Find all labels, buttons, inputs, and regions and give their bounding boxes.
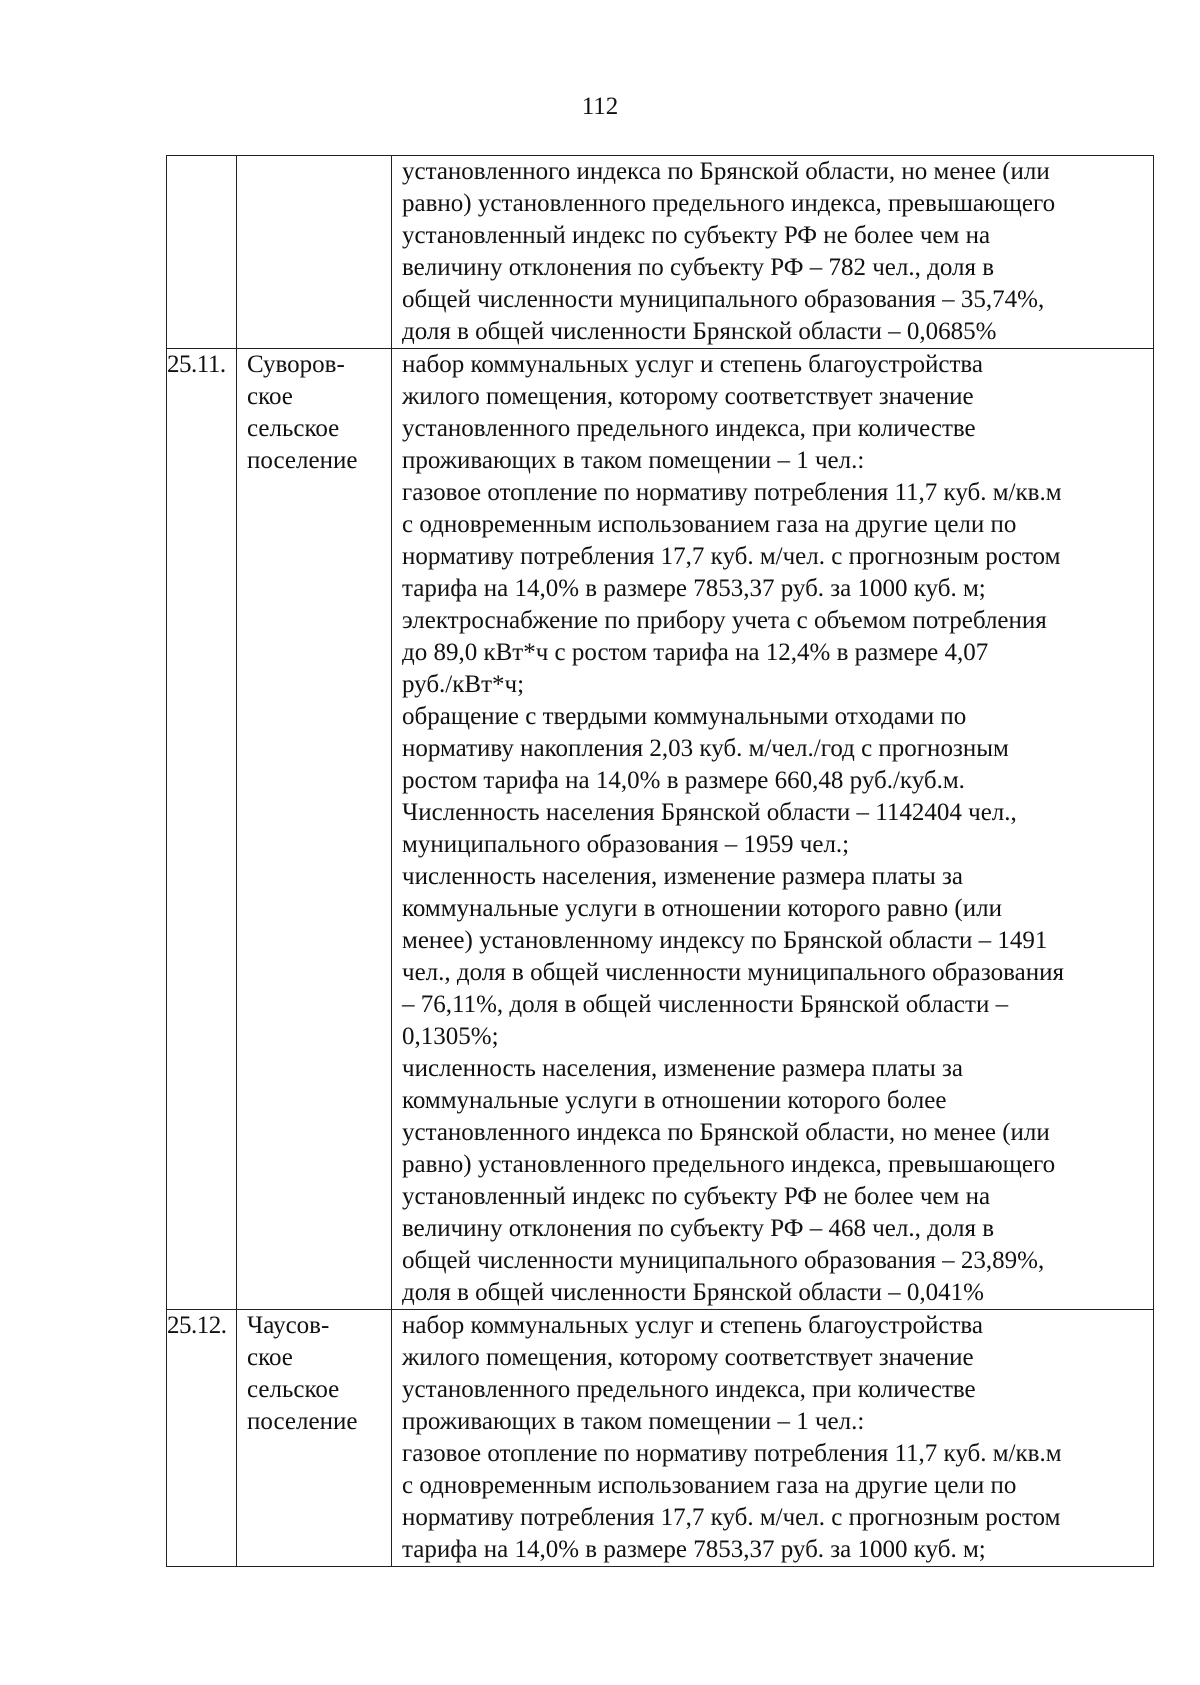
description-line: – 76,11%, доля в общей численности Брянской области – — [402, 991, 1009, 1018]
settlement-name-line: Суворов- — [247, 351, 345, 378]
description-line: с одновременным использованием газа на другие цели по — [402, 511, 1017, 538]
settlement-name-line: ское — [247, 383, 293, 410]
settlement-name-line: Чаусов- — [247, 1312, 330, 1339]
description-line: величину отклонения по субъекту РФ – 782 чел., доля в — [402, 254, 995, 281]
description-line: величину отклонения по субъекту РФ – 468 чел., доля в — [402, 1215, 995, 1242]
settlement-name-cell — [237, 349, 392, 1310]
description-line: численность населения, изменение размера платы за — [402, 1055, 963, 1082]
description-line: установленного индекса по Брянской области, но менее (или — [402, 1119, 1050, 1146]
description-line: до 89,0 кВт*ч с ростом тарифа на 12,4% в размере 4,07 — [402, 639, 989, 666]
description-line: Численность населения Брянской области – 1142404 чел., — [402, 799, 1017, 826]
description-line: жилого помещения, которому соответствует значение — [402, 383, 974, 410]
row-number-cell: 25.12. — [167, 1310, 237, 1567]
description-line: с одновременным использованием газа на другие цели по — [402, 1472, 1017, 1499]
description-line: установленный индекс по субъекту РФ не более чем на — [402, 1183, 991, 1210]
description-line: нормативу потребления 17,7 куб. м/чел. с прогнозным ростом — [402, 543, 1061, 570]
settlement-name-line: сельское — [247, 415, 340, 442]
table-row — [167, 156, 1154, 349]
description-line: равно) установленного предельного индекса, превышающего — [402, 1151, 1056, 1178]
description-cell — [392, 156, 1154, 349]
description-line: набор коммунальных услуг и степень благоустройства — [402, 1312, 983, 1339]
description-line: доля в общей численности Брянской области – 0,0685% — [402, 318, 997, 345]
description-line: 0,1305%; — [402, 1023, 499, 1050]
settlement-name-line: поселение — [247, 1408, 358, 1435]
description-line: нормативу потребления 17,7 куб. м/чел. с прогнозным ростом — [402, 1504, 1061, 1531]
description-line: ростом тарифа на 14,0% в размере 660,48 руб./куб.м. — [402, 767, 965, 794]
description-line: газовое отопление по нормативу потребления 11,7 куб. м/кв.м — [402, 479, 1062, 506]
description-line: общей численности муниципального образования – 35,74%, — [402, 286, 1045, 313]
settlement-name-line: ское — [247, 1344, 293, 1371]
page-number: 112 — [581, 93, 619, 120]
settlements-table — [166, 155, 1154, 1567]
description-line: нормативу накопления 2,03 куб. м/чел./год с прогнозным — [402, 735, 1009, 762]
description-line: доля в общей численности Брянской области – 0,041% — [402, 1279, 984, 1306]
description-line: жилого помещения, которому соответствует значение — [402, 1344, 974, 1371]
description-line: муниципального образования – 1959 чел.; — [402, 831, 850, 858]
description-line: электроснабжение по прибору учета с объемом потребления — [402, 607, 1047, 634]
settlement-name-cell — [237, 1310, 392, 1567]
description-line: установленного предельного индекса, при количестве — [402, 1376, 976, 1403]
description-line: коммунальные услуги в отношении которого более — [402, 1087, 947, 1114]
description-line: набор коммунальных услуг и степень благоустройства — [402, 351, 983, 378]
description-line: равно) установленного предельного индекса, превышающего — [402, 190, 1056, 217]
description-cell — [392, 349, 1154, 1310]
description-line: установленный индекс по субъекту РФ не более чем на — [402, 222, 991, 249]
description-line: установленного предельного индекса, при количестве — [402, 415, 976, 442]
description-line: газовое отопление по нормативу потребления 11,7 куб. м/кв.м — [402, 1440, 1062, 1467]
description-line: чел., доля в общей численности муниципального образования — [402, 959, 1064, 986]
description-line: обращение с твердыми коммунальными отходами по — [402, 703, 967, 730]
description-line: коммунальные услуги в отношении которого равно (или — [402, 895, 1002, 922]
description-line: тарифа на 14,0% в размере 7853,37 руб. за 1000 куб. м; — [402, 575, 986, 602]
settlement-name-line: поселение — [247, 447, 358, 474]
description-line: руб./кВт*ч; — [402, 671, 525, 698]
description-line: проживающих в таком помещении – 1 чел.: — [402, 1408, 865, 1435]
row-number-cell: 25.11. — [167, 349, 237, 1310]
description-line: численность населения, изменение размера платы за — [402, 863, 963, 890]
description-line: тарифа на 14,0% в размере 7853,37 руб. за 1000 куб. м; — [402, 1536, 986, 1563]
table-body — [167, 156, 1154, 1567]
table-row — [167, 349, 1154, 1310]
description-line: менее) установленному индексу по Брянской области – 1491 — [402, 927, 1048, 954]
settlement-name-line: сельское — [247, 1376, 340, 1403]
table-row — [167, 1310, 1154, 1567]
description-cell — [392, 1310, 1154, 1567]
description-line: проживающих в таком помещении – 1 чел.: — [402, 447, 865, 474]
row-number-cell — [167, 156, 237, 349]
settlement-name-cell — [237, 156, 392, 349]
description-line: общей численности муниципального образования – 23,89%, — [402, 1247, 1045, 1274]
description-line: установленного индекса по Брянской области, но менее (или — [402, 158, 1050, 185]
